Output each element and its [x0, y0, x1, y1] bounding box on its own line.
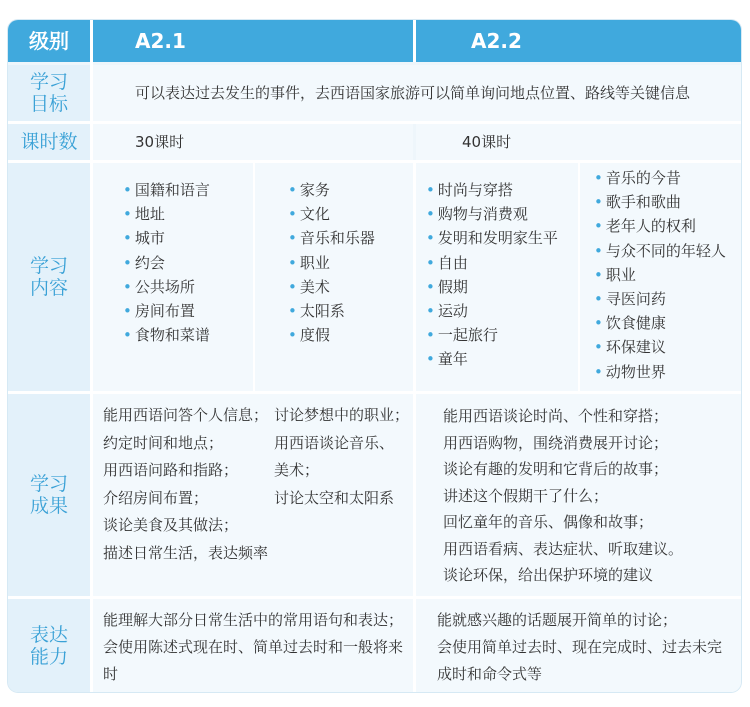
topic-item: [426, 299, 578, 323]
bullet-icon: •: [594, 169, 603, 187]
result-line: 用西语看病、表达症状、听取建议。: [443, 539, 684, 558]
bullet-icon: •: [288, 302, 297, 321]
bullet-icon: •: [426, 253, 435, 272]
bullet-icon: •: [426, 326, 435, 345]
topic-text: 职业: [299, 253, 330, 272]
topic-text: 音乐的今昔: [605, 169, 681, 187]
content-a21-col2: [255, 163, 413, 391]
topic-list: [288, 178, 413, 347]
result-line: 描述日常生活，表达频率: [103, 543, 269, 562]
topic-item: [594, 360, 741, 384]
result-line: 谈论环保，给出保护环境的建议: [443, 566, 654, 584]
topic-item: [123, 299, 253, 323]
ability-line: 会使用简单过去时、现在完成时、过去未完: [437, 638, 723, 656]
topic-item: [594, 190, 741, 214]
topic-item: [123, 202, 253, 226]
label-line: 学习: [29, 473, 68, 495]
topic-text: 自由: [437, 253, 468, 272]
course-table: [8, 20, 741, 692]
topic-item: [288, 178, 413, 202]
hours-a22: 40课时: [416, 124, 741, 160]
bullet-icon: •: [594, 290, 603, 309]
topic-text: 家务: [299, 181, 330, 199]
label-line: 成果: [29, 495, 68, 517]
topic-text: 与众不同的年轻人: [605, 241, 726, 260]
row-label-ability: [8, 599, 90, 692]
topic-item: [426, 178, 578, 202]
topic-item: [288, 202, 413, 226]
topic-item: [288, 323, 413, 347]
topic-item: [594, 311, 741, 335]
topic-text: 地址: [134, 205, 165, 224]
bullet-icon: •: [426, 229, 435, 248]
topic-item: [288, 275, 413, 299]
topic-text: 童年: [437, 350, 468, 369]
bullet-icon: •: [594, 241, 603, 260]
results-a21-left: [103, 402, 268, 567]
topic-item: [426, 251, 578, 275]
topic-text: 音乐和乐器: [299, 229, 375, 248]
result-line: 用西语谈论音乐、: [274, 433, 395, 452]
topic-text: 文化: [299, 205, 330, 224]
label-line: 学习: [29, 71, 68, 93]
topic-item: [426, 323, 578, 347]
goal-text: 可以表达过去发生的事件，去西语国家旅游可以简单询问地点位置、路线等关键信息: [135, 83, 691, 102]
topic-item: [123, 323, 253, 347]
results-a22-list: [443, 403, 741, 589]
topic-text: 城市: [134, 229, 165, 248]
results-a22: [416, 394, 741, 596]
bullet-icon: •: [123, 302, 132, 321]
topic-text: 环保建议: [605, 338, 666, 357]
bullet-icon: •: [288, 205, 297, 224]
ability-line: 成时和命令式等: [437, 665, 543, 683]
bullet-icon: •: [123, 253, 132, 272]
bullet-icon: •: [426, 181, 435, 199]
bullet-icon: •: [594, 338, 603, 357]
bullet-icon: •: [594, 314, 603, 333]
ability-a21-list: [103, 607, 413, 688]
topic-text: 太阳系: [299, 302, 345, 321]
divider: [413, 20, 416, 62]
header-level: 级别: [8, 20, 90, 62]
content-a22-col1: [416, 163, 578, 391]
topic-text: 寻医问药: [605, 290, 666, 309]
result-line: 讲述这个假期干了什么；: [443, 486, 609, 505]
topic-text: 老年人的权利: [605, 217, 696, 236]
topic-item: [426, 226, 578, 250]
goal-cell: [93, 65, 741, 121]
result-line: 讨论梦想中的职业；: [274, 406, 410, 424]
result-line: 美术；: [274, 461, 320, 479]
ability-line: 能理解大部分日常生活中的常用语句和表达；: [103, 611, 404, 629]
topic-text: 购物与消费观: [437, 205, 528, 224]
label-line: 目标: [29, 93, 68, 115]
topic-item: [426, 202, 578, 226]
bullet-icon: •: [288, 277, 297, 296]
topic-item: [123, 275, 253, 299]
bullet-icon: •: [426, 350, 435, 369]
topic-item: [594, 263, 741, 287]
topic-text: 度假: [299, 326, 330, 345]
topic-text: 歌手和歌曲: [605, 193, 681, 212]
label-line: 学习: [29, 255, 68, 277]
bullet-icon: •: [123, 205, 132, 224]
label-line: 能力: [29, 645, 68, 668]
content-a22-col2: [580, 163, 741, 391]
topic-item: [594, 214, 741, 238]
ability-line: 能就感兴趣的话题展开简单的讨论；: [437, 611, 678, 629]
topic-text: 假期: [437, 277, 468, 296]
divider: [253, 163, 255, 391]
result-line: 谈论有趣的发明和它背后的故事；: [443, 460, 669, 478]
result-line: 能用西语问答个人信息；: [103, 406, 269, 424]
divider: [413, 160, 416, 692]
topic-item: [594, 166, 741, 190]
topic-item: [123, 178, 253, 202]
bullet-icon: •: [288, 181, 297, 199]
row-label-goal: [8, 65, 90, 121]
topic-text: 国籍和语言: [134, 181, 210, 199]
topic-text: 饮食健康: [605, 314, 666, 333]
topic-text: 动物世界: [605, 362, 666, 381]
bullet-icon: •: [426, 277, 435, 296]
result-line: 回忆童年的音乐、偶像和故事；: [443, 513, 654, 531]
topic-list: [594, 166, 741, 384]
topic-item: [123, 226, 253, 250]
topic-list: [426, 178, 578, 372]
topic-text: 发明和发明家生平: [437, 229, 558, 248]
bullet-icon: •: [123, 181, 132, 199]
header-a21: A2.1: [93, 20, 413, 62]
row-label-hours: 课时数: [8, 124, 90, 160]
bullet-icon: •: [594, 362, 603, 381]
result-line: 用西语购物，围绕消费展开讨论；: [443, 433, 669, 452]
ability-a21: [93, 599, 413, 692]
result-line: 约定时间和地点；: [103, 433, 224, 452]
label-line: 内容: [29, 277, 68, 299]
topic-item: [594, 335, 741, 359]
topic-item: [426, 275, 578, 299]
topic-list: [123, 178, 253, 347]
ability-a22: [416, 599, 741, 692]
topic-text: 职业: [605, 265, 636, 284]
ability-a22-list: [437, 607, 741, 688]
divider: [90, 20, 93, 62]
topic-text: 约会: [134, 253, 165, 272]
result-line: 能用西语谈论时尚、个性和穿搭；: [443, 407, 669, 425]
bullet-icon: •: [123, 229, 132, 248]
topic-item: [594, 239, 741, 263]
topic-item: [288, 251, 413, 275]
ability-line: 会使用陈述式现在时、简单过去时和一般将来: [103, 638, 404, 656]
topic-item: [123, 251, 253, 275]
topic-text: 运动: [437, 302, 468, 321]
results-a21-right: [274, 402, 409, 512]
result-line: 谈论美食及其做法；: [103, 516, 239, 534]
bullet-icon: •: [288, 253, 297, 272]
results-a21: [93, 394, 413, 596]
result-line: 用西语问路和指路；: [103, 461, 239, 479]
divider: [578, 163, 580, 391]
result-line: 讨论太空和太阳系: [274, 488, 395, 507]
topic-item: [594, 287, 741, 311]
bullet-icon: •: [426, 302, 435, 321]
topic-text: 公共场所: [134, 277, 195, 296]
header-a22: A2.2: [416, 20, 741, 62]
bullet-icon: •: [288, 326, 297, 345]
topic-text: 一起旅行: [437, 326, 498, 345]
topic-text: 食物和菜谱: [134, 326, 210, 345]
bullet-icon: •: [426, 205, 435, 224]
ability-line: 时: [103, 665, 119, 683]
topic-text: 美术: [299, 277, 330, 296]
topic-text: 时尚与穿搭: [437, 181, 513, 199]
topic-item: [426, 347, 578, 371]
topic-item: [288, 226, 413, 250]
bullet-icon: •: [288, 229, 297, 248]
bullet-icon: •: [123, 326, 132, 345]
content-a21-col1: [93, 163, 253, 391]
divider: [90, 62, 93, 692]
row-label-results: [8, 394, 90, 596]
label-line: 表达: [29, 623, 68, 646]
hours-a21: 30课时: [93, 124, 413, 160]
bullet-icon: •: [594, 193, 603, 212]
bullet-icon: •: [123, 277, 132, 296]
topic-item: [288, 299, 413, 323]
result-line: 介绍房间布置；: [103, 488, 209, 507]
bullet-icon: •: [594, 265, 603, 284]
bullet-icon: •: [594, 217, 603, 236]
topic-text: 房间布置: [134, 302, 195, 321]
row-label-content: [8, 163, 90, 391]
